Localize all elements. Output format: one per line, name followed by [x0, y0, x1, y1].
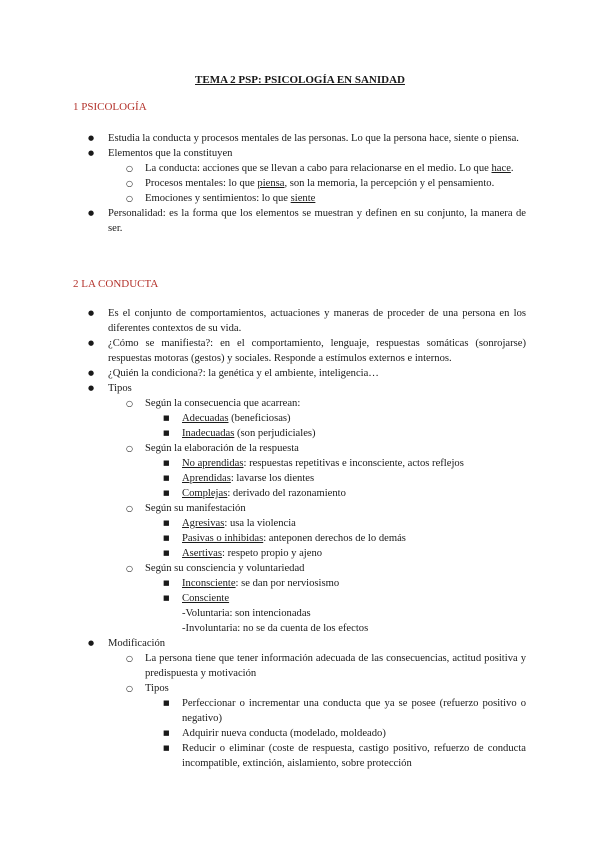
list-item — [0, 576, 526, 591]
list-item-text: : derivado del razonamiento — [227, 488, 346, 499]
list-item — [0, 516, 526, 531]
list-item-text: : respuestas repetitivas e inconsciente, actos reflejos — [243, 458, 464, 469]
list-item — [0, 161, 526, 176]
underlined-term: Asertivas — [182, 548, 223, 559]
list-item: ● Personalidad: es la forma que los elementos se muestran y definen en su conjunto, la manera de ser. — [0, 206, 526, 236]
list-item: ■ Reducir o eliminar (coste de respuesta, castigo positivo, refuerzo de conducta incompatible, extinción, aislamiento, sobre protección — [0, 741, 526, 771]
list-item — [0, 176, 526, 191]
list-item: ○ La persona tiene que tener información adecuada de las consecuencias, actitud positiva y predispuesta y motivación — [0, 651, 526, 681]
list-item: ● ¿Quién la condiciona?: la genética y el ambiente, inteligencia… — [0, 366, 526, 381]
list-item-text: (son perjudiciales) — [234, 428, 316, 439]
list-item: ● Es el conjunto de comportamientos, actuaciones y maneras de proceder de una persona en los diferentes contextos de su vida. — [0, 306, 526, 336]
underlined-term: Adecuadas — [182, 413, 229, 424]
list-item-text: La conducta: acciones que se llevan a cabo para relacionarse en el medio. Lo que — [145, 163, 492, 174]
underlined-term: Complejas — [182, 488, 228, 499]
list-item: ○ Según la consecuencia que acarrean: — [0, 396, 526, 411]
list-item-text: Elementos que la constituyen — [108, 148, 233, 159]
list-item: ■ Adquirir nueva conducta (modelado, moldeado) — [0, 726, 526, 741]
list-item — [0, 146, 526, 161]
list-item: ○ Tipos — [0, 681, 526, 696]
underlined-term: Inconsciente — [182, 578, 236, 589]
list-item-text: (beneficiosas) — [228, 413, 291, 424]
list-item: ● Estudia la conducta y procesos mentales de las personas. Lo que la persona hace, siente o piensa. — [0, 131, 526, 146]
underlined-term: hace — [491, 163, 511, 174]
page-title: TEMA 2 PSP: PSICOLOGÍA EN SANIDAD — [195, 74, 405, 86]
list-item-text: : anteponen derechos de lo demás — [263, 533, 406, 544]
list-item — [0, 411, 526, 426]
list-item: ○ Según la elaboración de la respuesta — [0, 441, 526, 456]
section-conducta-list — [0, 306, 600, 771]
list-item: ● Tipos — [0, 381, 526, 396]
list-item: ○ Según su manifestación — [0, 501, 526, 516]
list-item — [0, 456, 526, 471]
list-item — [0, 486, 526, 501]
section-heading-conducta: 2 LA CONDUCTA — [73, 278, 159, 290]
list-item-text: : lavarse los dientes — [230, 473, 315, 484]
underlined-term: Aprendidas — [182, 473, 231, 484]
list-item — [0, 546, 526, 561]
list-item-text: : usa la violencia — [224, 518, 296, 529]
underlined-term: piensa — [257, 178, 285, 189]
list-item-text: Emociones y sentimientos: lo que — [145, 193, 291, 204]
list-item-continuation: -Voluntaria: son intencionadas — [182, 608, 311, 619]
list-item-text: : respeto propio y ajeno — [222, 548, 323, 559]
list-item — [0, 191, 526, 206]
list-item-continuation: -Involuntaria: no se da cuenta de los efectos — [182, 623, 369, 634]
list-item — [0, 426, 526, 441]
underlined-term: Pasivas o inhibidas — [182, 533, 264, 544]
list-item — [0, 531, 526, 546]
underlined-term: siente — [290, 193, 316, 204]
list-item: ■ Perfeccionar o incrementar una conducta que ya se posee (refuerzo positivo o negativo) — [0, 696, 526, 726]
list-item-text: : se dan por nerviosismo — [235, 578, 340, 589]
list-item: ● ¿Cómo se manifiesta?: en el comportamiento, lenguaje, respuestas somáticas (sonrojarse) respuestas motoras (gestos) y sociales. Responde a estímulos externos e internos. — [0, 336, 526, 366]
list-item-text: Procesos mentales: lo que — [145, 178, 258, 189]
underlined-term: No aprendidas — [182, 458, 244, 469]
underlined-term: Inadecuadas — [182, 428, 235, 439]
list-item-text: . — [510, 163, 514, 174]
list-item: ○ Según su consciencia y voluntariedad — [0, 561, 526, 576]
underlined-term: Consciente — [182, 593, 230, 604]
underlined-term: Agresivas — [182, 518, 225, 529]
list-item: ● Modificación — [0, 636, 526, 651]
list-item-text: , son la memoria, la percepción y el pensamiento. — [284, 178, 495, 189]
section-psicologia-list — [0, 131, 600, 236]
section-heading-psicologia: 1 PSICOLOGÍA — [73, 101, 147, 113]
list-item — [0, 591, 526, 606]
list-item — [0, 471, 526, 486]
